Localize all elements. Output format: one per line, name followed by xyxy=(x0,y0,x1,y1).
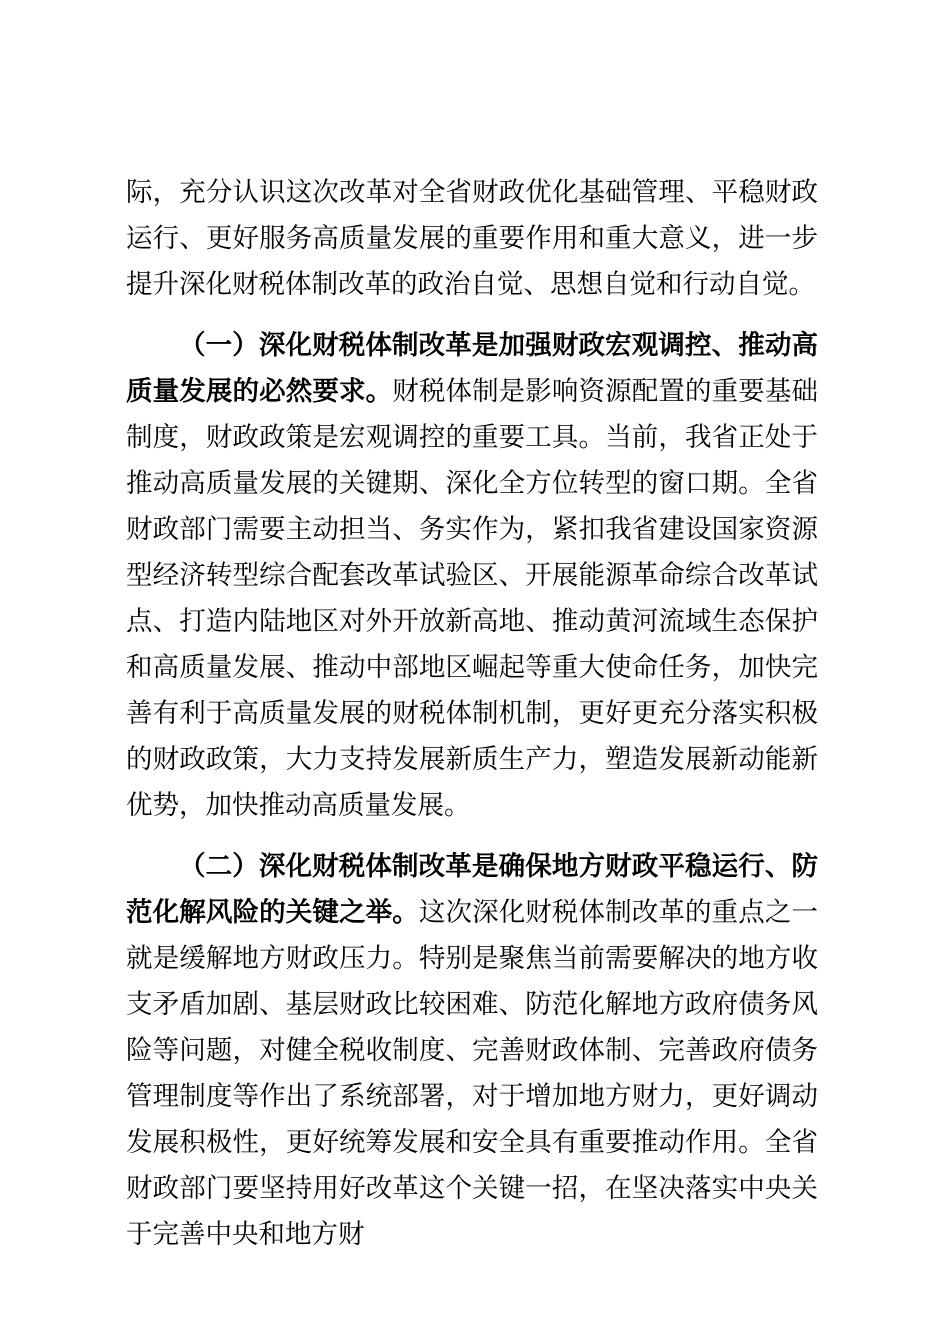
section-heading: （二）深化财税体制改革是确保地方财政平稳运行、防范化解风险的关键之举。 xyxy=(126,851,818,928)
paragraph-section-one xyxy=(126,323,818,829)
paragraph-text: 际，充分认识这次改革对全省财政优化基础管理、平稳财政运行、更好服务高质量发展的重要作用和重大意义，进一步提升深化财税体制改革的政治自觉、思想自觉和行动自觉。 xyxy=(126,177,818,300)
document-body xyxy=(126,170,818,1258)
paragraph-text: 财税体制是影响资源配置的重要基础制度，财政政策是宏观调控的重要工具。当前，我省正处于推动高质量发展的关键期、深化全方位转型的窗口期。全省财政部门需要主动担当、务实作为，紧扣我省建设国家资源型经济转型综合配套改革试验区、开展能源革命综合改革试点、打造内陆地区对外开放新高地、推动黄河流域生态保护和高质量发展、推动中部地区崛起等重大使命任务，加快完善有利于高质量发展的财税体制机制，更好更充分落实积极的财政政策，大力支持发展新质生产力，塑造发展新动能新优势，加快推动高质量发展。 xyxy=(126,376,819,821)
paragraph-continuation xyxy=(126,170,818,308)
paragraph-text: 这次深化财税体制改革的重点之一就是缓解地方财政压力。特别是聚焦当前需要解决的地方收支矛盾加剧、基层财政比较困难、防范化解地方政府债务风险等问题，对健全税收制度、完善财政体制、完善政府债务管理制度等作出了系统部署，对于增加地方财力，更好调动发展积极性，更好统筹发展和安全具有重要推动作用。全省财政部门要坚持用好改革这个关键一招，在坚决落实中央关于完善中央和地方财 xyxy=(126,897,819,1250)
paragraph-gap xyxy=(126,308,818,323)
paragraph-gap xyxy=(126,829,818,844)
paragraph-section-two xyxy=(126,844,818,1258)
section-heading: （一）深化财税体制改革是加强财政宏观调控、推动高质量发展的必然要求。 xyxy=(126,330,818,407)
